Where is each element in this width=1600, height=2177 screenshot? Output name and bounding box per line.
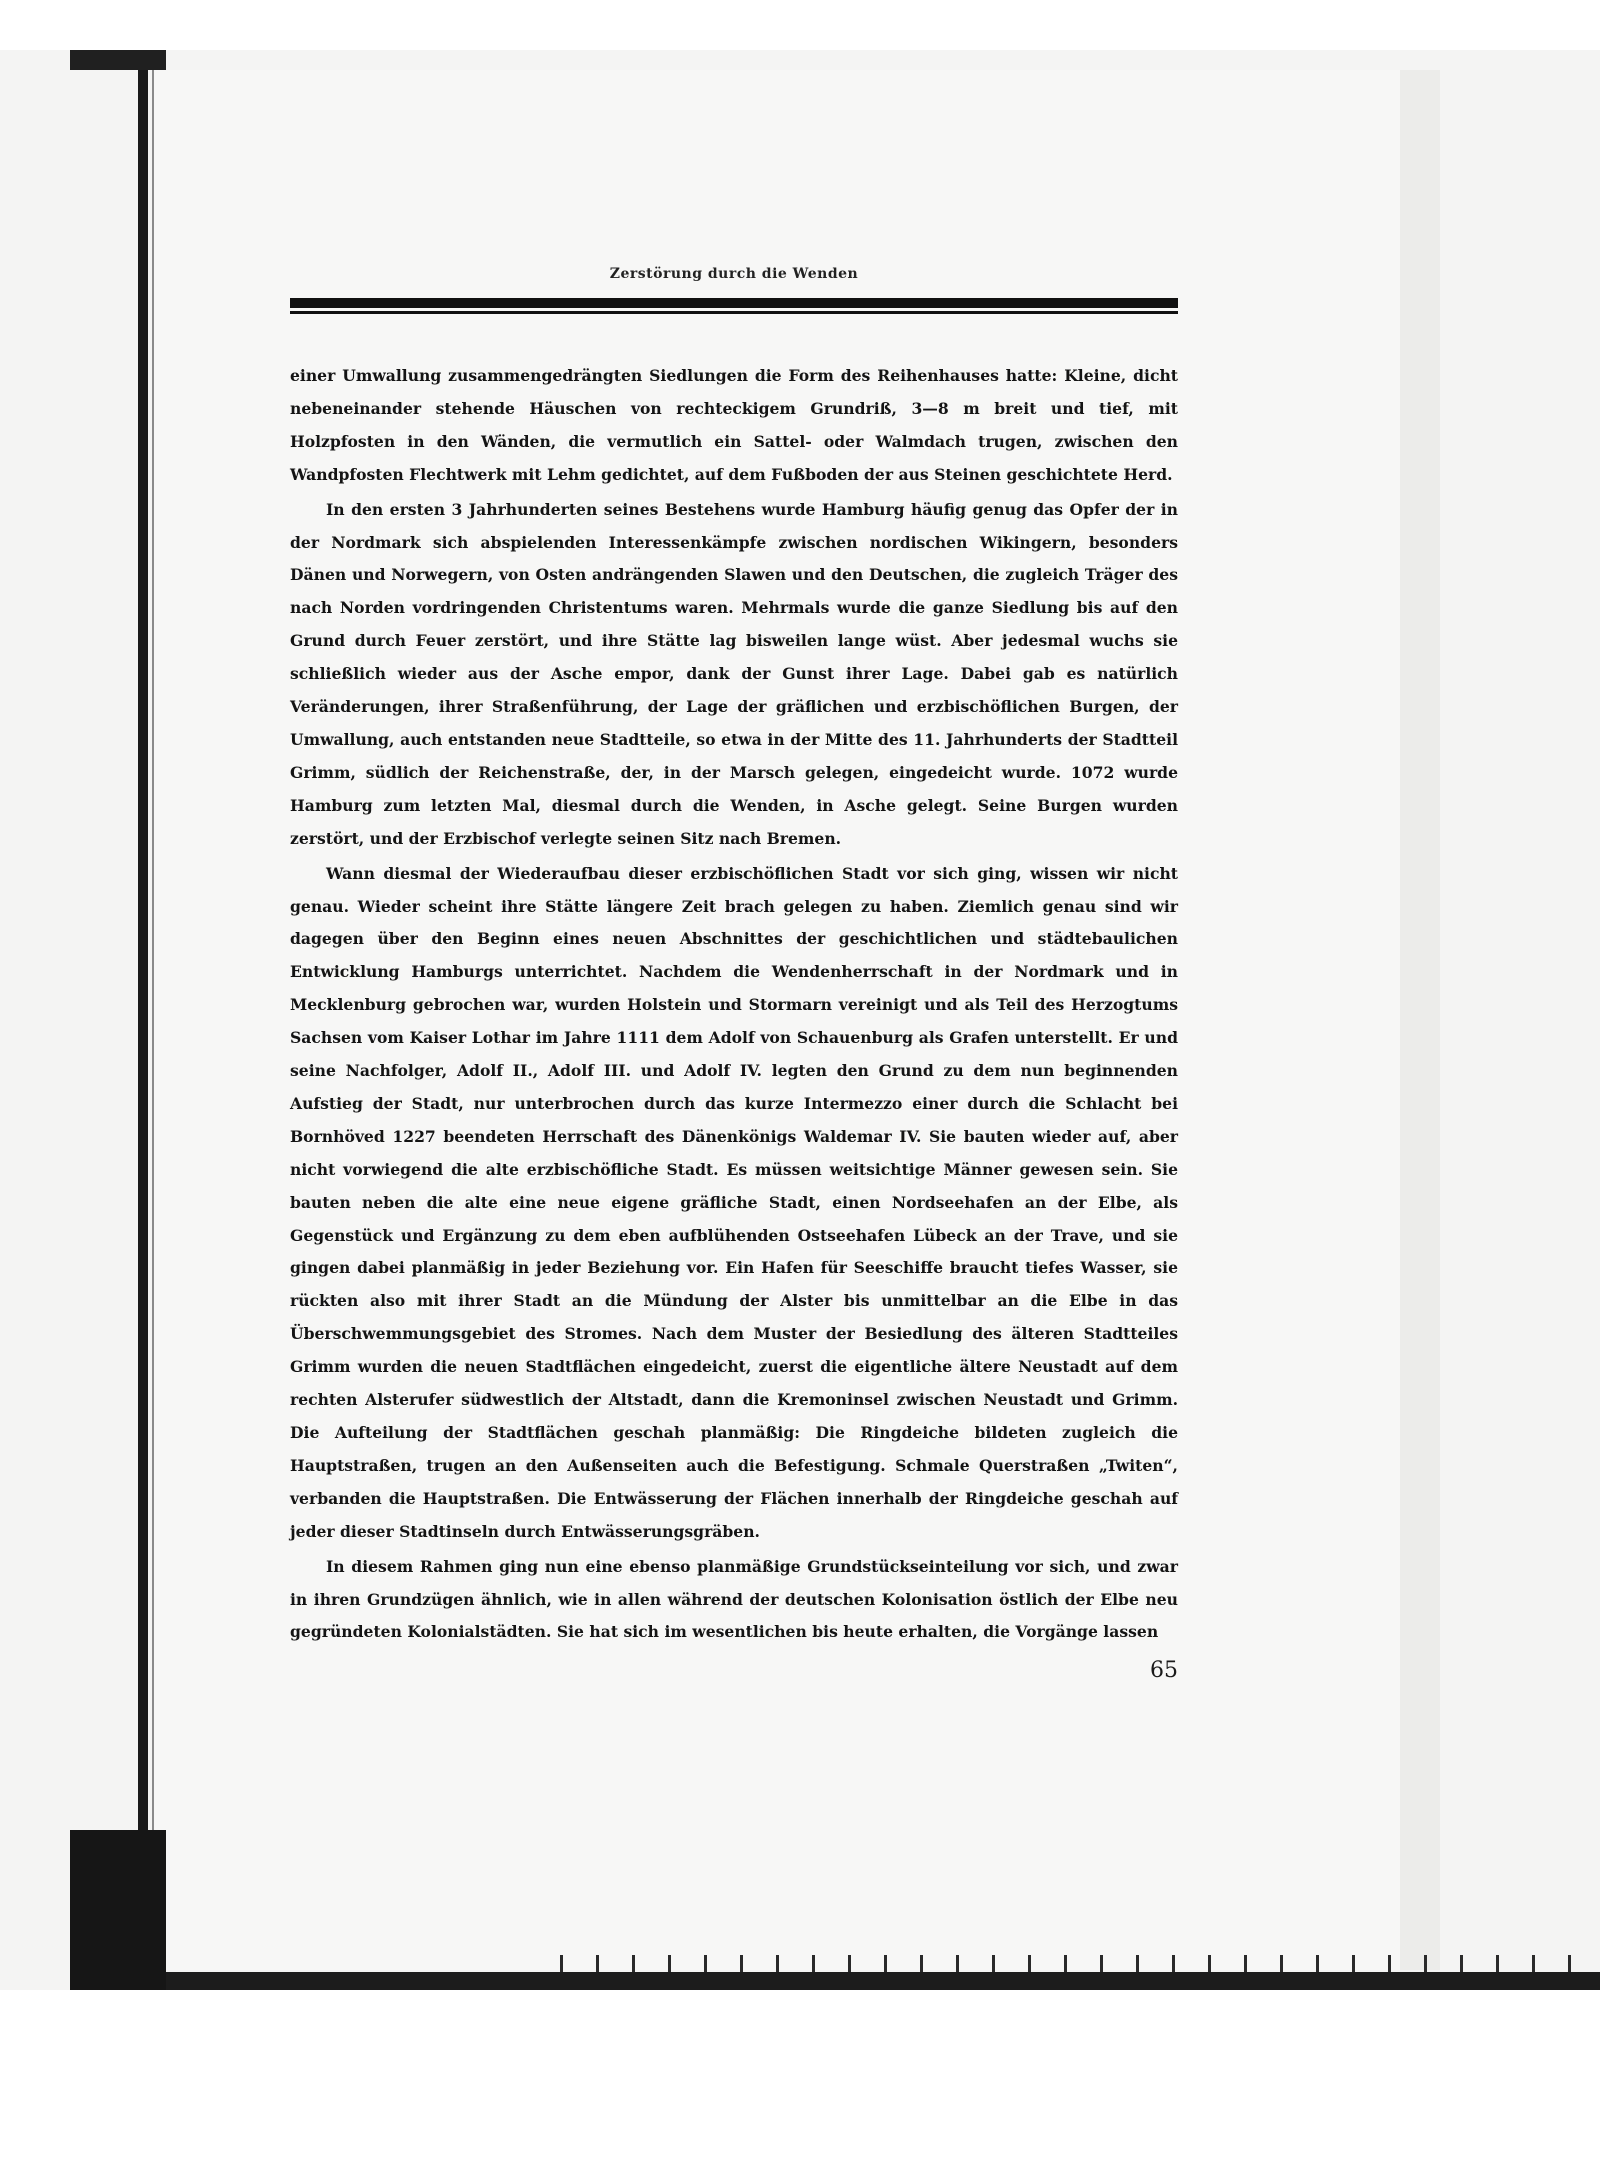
scan-bottom-border xyxy=(166,1972,1600,1990)
binding-edge-top xyxy=(70,50,166,70)
running-head: Zerstörung durch die Wenden xyxy=(609,266,859,282)
header-rule-thick xyxy=(290,298,1178,308)
paragraph-1: einer Umwallung zusammengedrängten Siedlungen die Form des Reihenhauses hatte: Kleine, dicht nebeneinander stehende Häuschen von rechteckigem Grundriß, 3—8 m breit und tief, mit Holzpfosten in den Wänden, die vermutlich ein Sattel- oder Walmdach trugen, zwischen den Wandpfosten Flechtwerk mit Lehm gedichtet, auf dem Fußboden der aus Steinen geschichtete Herd. xyxy=(290,366,1178,484)
page-number: 65 xyxy=(1150,1658,1178,1683)
paragraph-3: Wann diesmal der Wiederaufbau dieser erzbischöflichen Stadt vor sich ging, wissen wir nicht genau. Wieder scheint ihre Stätte längere Zeit brach gelegen zu haben. Ziemlich genau sind wir dagegen über den Beginn eines neuen Abschnittes der geschichtlichen und städtebaulichen Entwicklung Hamburgs unterrichtet. Nachdem die Wendenherrschaft in der Nordmark und in Mecklenburg gebrochen war, wurden Holstein und Stormarn vereinigt und als Teil des Herzogtums Sachsen vom Kaiser Lothar im Jahre 1111 dem Adolf von Schauenburg als Grafen unterstellt. Er und seine Nachfolger, Adolf II., Adolf III. und Adolf IV. legten den Grund zu dem nun beginnenden Aufstieg der Stadt, nur unterbrochen durch das kurze Intermezzo einer durch die Schlacht bei Bornhöved 1227 beendeten Herrschaft des Dänenkönigs Waldemar IV. Sie bauten wieder auf, aber nicht vorwiegend die alte erzbischöfliche Stadt. Es müssen weitsichtige Männer gewesen sein. Sie bauten neben die alte eine neue eigene gräfliche Stadt, einen Nordseehafen an der Elbe, als Gegenstück und Ergänzung zu dem eben aufblühenden Ostseehafen Lübeck an der Trave, und sie gingen dabei planmäßig in jeder Beziehung vor. Ein Hafen für Seeschiffe braucht tiefes Wasser, sie rückten also mit ihrer Stadt an die Mündung der Alster bis unmittelbar an die Elbe in das Überschwemmungsgebiet des Stromes. Nach dem Muster der Besiedlung des älteren Stadtteiles Grimm wurden die neuen Stadtflächen eingedeicht, zuerst die eigentliche ältere Neustadt auf dem rechten Alsterufer südwestlich der Altstadt, dann die Kremoninsel zwischen Neustadt und Grimm. Die Aufteilung der Stadtflächen geschah planmäßig: Die Ringdeiche bildeten zugleich die Hauptstraßen, trugen an den Außenseiten auch die Befestigung. Schmale Querstraßen „Twiten“, verbanden die Hauptstraßen. Die Entwässerung der Flächen innerhalb der Ringdeiche geschah auf jeder dieser Stadtinseln durch Entwässerungsgräben. xyxy=(290,863,1178,1541)
book-spine xyxy=(138,70,148,1990)
paragraph-2: In den ersten 3 Jahrhunderten seines Bestehens wurde Hamburg häufig genug das Opfer der in der Nordmark sich abspielenden Interessenkämpfe zwischen nordischen Wikingern, besonders Dänen und Norwegern, von Osten andrängenden Slawen und den Deutschen, die zugleich Träger des nach Norden vordringenden Christentums waren. Mehrmals wurde die ganze Siedlung bis auf den Grund durch Feuer zerstört, und ihre Stätte lag bisweilen lange wüst. Aber jedesmal wuchs sie schließlich wieder aus der Asche empor, dank der Gunst ihrer Lage. Dabei gab es natürlich Veränderungen, ihrer Straßenführung, der Lage der gräflichen und erzbischöflichen Burgen, der Umwallung, auch entstanden neue Stadtteile, so etwa in der Mitte des 11. Jahrhunderts der Stadtteil Grimm, südlich der Reichenstraße, der, in der Marsch gelegen, eingedeicht wurde. 1072 wurde Hamburg zum letzten Mal, diesmal durch die Wenden, in Asche gelegt. Seine Burgen wurden zerstört, und der Erzbischof verlegte seinen Sitz nach Bremen. xyxy=(290,499,1178,848)
page-stack-edges xyxy=(560,1955,1600,1973)
book-spine-shadow xyxy=(152,70,154,1990)
body-text xyxy=(290,360,1178,1649)
binding-edge-bottom xyxy=(70,1830,166,1990)
paragraph-4: In diesem Rahmen ging nun eine ebenso planmäßige Grundstückseinteilung vor sich, und zwar in ihren Grundzügen ähnlich, wie in allen während der deutschen Kolonisation östlich der Elbe neu gegründeten Kolonialstädten. Sie hat sich im wesentlichen bis heute erhalten, die Vorgänge lassen xyxy=(290,1556,1178,1642)
page-edge-right xyxy=(1400,70,1440,1970)
header-rule-thin xyxy=(290,311,1178,314)
